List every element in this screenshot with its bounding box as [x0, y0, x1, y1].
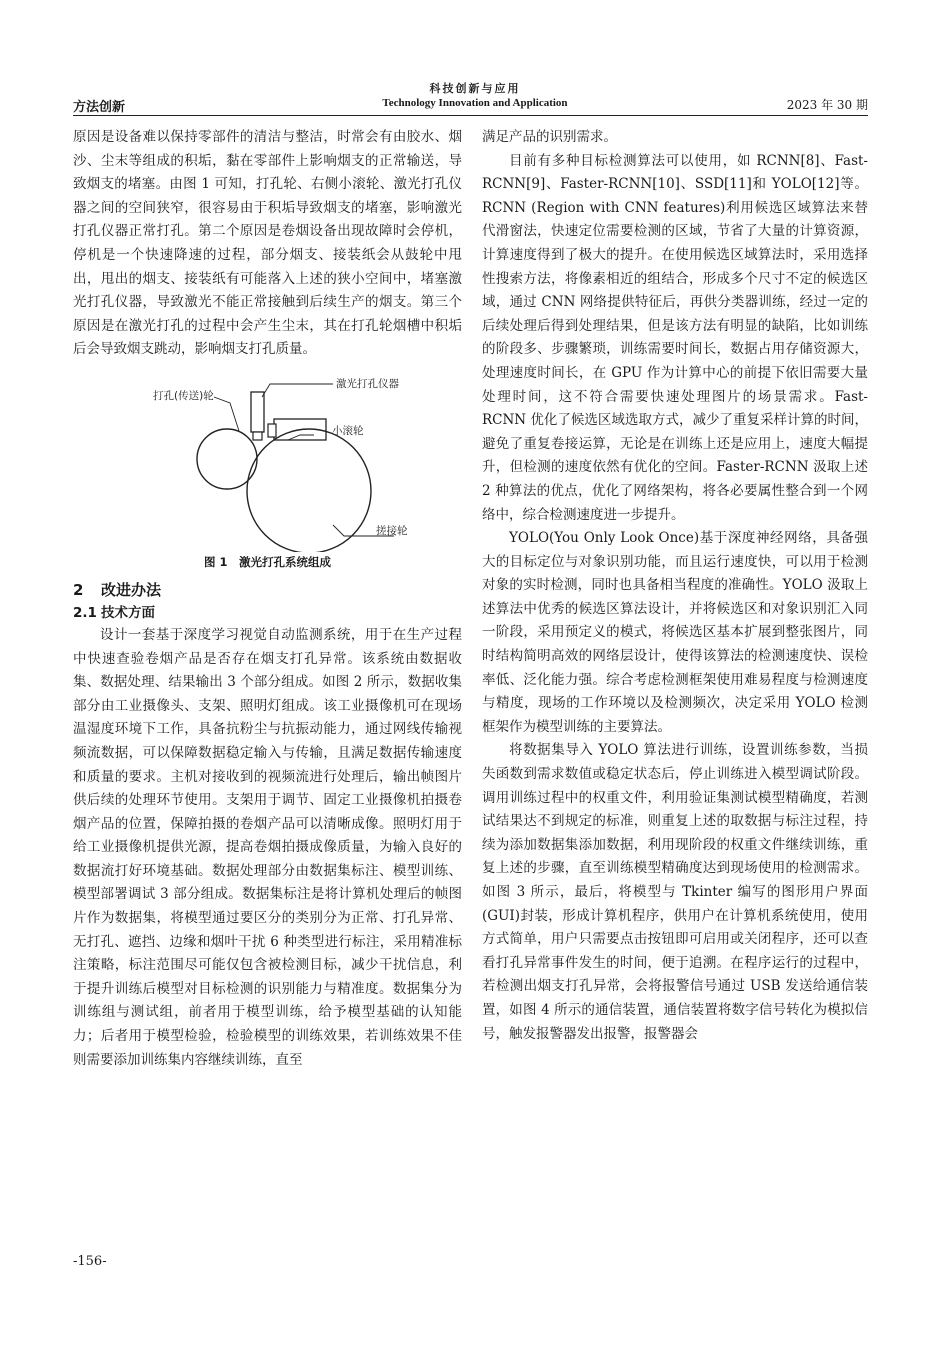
rolling-wheel-shape [247, 429, 371, 552]
figure-1-caption: 图 1 激光打孔系统组成 [203, 554, 331, 569]
header-rule [73, 115, 868, 116]
label-rolling-wheel: 搓接轮 [375, 524, 407, 537]
leader-line-laser [262, 384, 333, 397]
label-laser-instrument: 激光打孔仪器 [335, 377, 399, 390]
small-roller-shape [268, 424, 276, 437]
left-paragraph-1: 原因是设备难以保持零部件的清洁与整洁，时常会有由胶水、烟沙、尘末等组成的积垢，黏在零部件上影响烟支的正常输送，导致烟支的堵塞。由图 1 可知，打孔轮、右侧小滚轮、激光打孔仪器之间的空间狭窄，很容易由于积垢导致烟支的堵塞，影响激光打孔仪器正常打孔。第二个原因是卷烟设备出现故障时会停机，停机是一个快速降速的过程，部分烟支、接装纸会从鼓轮中甩出，甩出的烟支、接装纸有可能落入上述的狭小空间中，堵塞激光打孔仪器，导致激光不能正常接触到后续生产的烟支。第三个原因是在激光打孔的过程中会产生尘末，其在打孔轮烟槽中积垢后会导致烟支跳动，影响烟支打孔质量。 [73, 129, 462, 358]
left-paragraph-2: 设计一套基于深度学习视觉自动监测系统，用于在生产过程中快速查验卷烟产品是否存在烟支打孔异常。该系统由数据收集、数据处理、结果输出 3 个部分组成。如图 2 所示，数据收集部分由工业摄像头、支架、照明灯组成。该工业摄像机可在现场温湿度环境下工作，具备抗粉尘与抗振动能力，通过网线传输视频流数据，可以保障数据稳定输入与传输，且满足数据传输速度和质量的要求。主机对接收到的视频流进行处理后，输出帧图片供后续的处理环节使用。支架用于调节、固定工业摄像机拍摄卷烟产品的位置，保障拍摄的卷烟产品可以清晰成像。照明灯用于给工业摄像机提供光源，提高卷烟拍摄成像质量，为输入良好的数据流打好环境基础。数据处理部分由数据集标注、模型训练、模型部署调试 3 部分组成。数据集标注是将计算机处理后的帧图片作为数据集，将模型通过要区分的类别分为正常、打孔异常、无打孔、遮挡、边缘和烟叶干扰 6 种类型进行标注，采用精准标注策略，标注范围尽可能仅包含被检测目标，减少干扰信息，利于提升训练后模型对目标检测的识别能力与精准度。数据集分为训练组与测试组，前者用于模型训练，给予模型基础的认知能力；后者用于模型检验，检验模型的训练效果，若训练效果不佳则需要添加训练集内容继续训练，直至 [73, 626, 462, 1068]
section-heading [73, 578, 462, 602]
page-number: -156- [73, 1254, 107, 1269]
laser-nozzle-shape [253, 432, 262, 440]
subsection-number: 2.1 [73, 604, 97, 621]
section-label: 方法创新 [73, 100, 126, 115]
label-small-roller: 小滚轮 [331, 424, 363, 437]
section-title: 改进办法 [101, 580, 162, 599]
label-punching-wheel: 打孔(传送)轮 [152, 389, 214, 402]
leader-line-wheel [214, 397, 239, 431]
issue-label: 2023 年 30 期 [786, 98, 868, 112]
laser-instrument-shape [251, 392, 264, 432]
left-column [73, 126, 462, 1072]
laser-system-diagram [118, 368, 418, 552]
section-number: 2 [73, 580, 84, 599]
right-paragraph-2: 目前有多种目标检测算法可以使用，如 RCNN[8]、Fast-RCNN[9]、Faster-RCNN[10]、SSD[11]和 YOLO[12]等。RCNN (Region with CNN features)利用候选区域算法来替代滑窗法，快速定位需要检测的区域，节省了大量的计算资源，计算速度得到了极大的提升。在使用候选区域算法时，采用选择性搜索方法，将像素相近的组结合，形成多个尺寸不定的候选区域，通过 CNN 网络提供特征后，再供分类器训练，经过一定的后续处理后得到处理结果，但是该方法有明显的缺陷，比如训练的阶段多、步骤繁琐，训练需要时间长，数据占用存储资源大，处理速度时间长，在 GPU 作为计算中心的前提下依旧需要大量处理时间，这不符合需要快速处理图片的场景需求。Fast-RCNN 优化了候选区域选取方式，减少了重复采样计算的时间，避免了重复卷接运算，无论是在训练上还是应用上，速度大幅提升，但检测的速度依然有优化的空间。Faster-RCNN 汲取上述 2 种算法的优点，优化了网络架构，将各必要属性整合到一个网络中，综合检测速度进一步提升。 [482, 152, 868, 523]
subsection-heading [73, 602, 462, 624]
right-paragraph-1: 满足产品的识别需求。 [482, 129, 617, 145]
right-paragraph-4: 将数据集导入 YOLO 算法进行训练，设置训练参数，当损失函数到需求数值或稳定状态后，停止训练进入模型调试阶段。调用训练过程中的权重文件，利用验证集测试模型精确度，若测试结果达不到规定的标准，则重复上述的取数据与标注过程，持续为添加数据集添加数据，利用现阶段的权重文件继续训练，重复上述的步骤，直至训练模型精确度达到现场使用的检测需求。如图 3 所示，最后，将模型与 Tkinter 编写的图形用户界面(GUI)封装，形成计算机程序，供用户在计算机系统使用，使用方式简单，用户只需要点击按钮即可启用或关闭程序，还可以查看打孔异常事件发生的时间，便于追溯。在程序运行的过程中，若检测出烟支打孔异常，会将报警信号通过 USB 发送给通信装置，如图 4 所示的通信装置，通信装置将数字信号转化为模拟信号，触发报警器发出报警，报警器会 [482, 742, 868, 1042]
right-paragraph-3: YOLO(You Only Look Once)基于深度神经网络，具备强大的目标定位与对象识别功能，而且运行速度快，可以用于检测对象的实时检测，同时也具备相当程度的准确性。YOLO 汲取上述算法中优秀的候选区算法设计，并将候选区和对象识别汇入同一阶段，采用预定义的模式，将候选区基本扩展到整张图片，同时结构简明高效的网络层设计，使得该算法的检测速度快、误检率低、泛化能力强。综合考虑检测框架使用难易程度与检测速度与精度，现场的工作环境以及检测频次，决定采用 YOLO 检测框架作为模型训练的主要算法。 [482, 530, 868, 735]
journal-title-cn: 科技创新与应用 [429, 82, 521, 95]
right-column [482, 126, 868, 1046]
figure-1 [73, 368, 462, 570]
subsection-title: 技术方面 [101, 604, 155, 621]
journal-title-en: Technology Innovation and Application [382, 97, 568, 109]
